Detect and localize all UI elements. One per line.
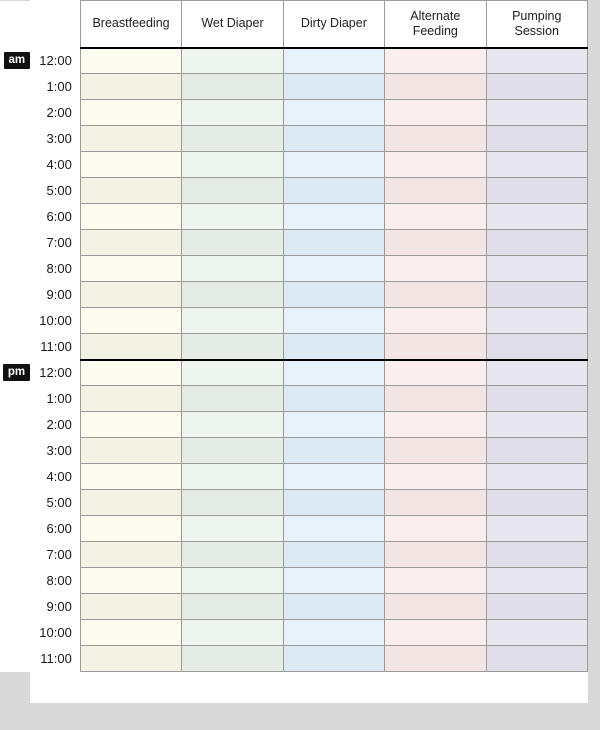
table-row xyxy=(0,48,588,74)
time-label: 1:00 xyxy=(30,74,80,100)
entry-cell-wet-diaper[interactable] xyxy=(182,542,283,568)
entry-cell-alternate-feeding[interactable] xyxy=(385,438,486,464)
corner-time xyxy=(30,1,80,48)
table-row xyxy=(0,152,588,178)
entry-cell-dirty-diaper[interactable] xyxy=(283,48,384,74)
time-label: 3:00 xyxy=(30,126,80,152)
time-label: 12:00 xyxy=(30,48,80,74)
entry-cell-breastfeeding[interactable] xyxy=(80,256,181,282)
meridiem-cell xyxy=(0,360,30,386)
entry-cell-breastfeeding[interactable] xyxy=(80,204,181,230)
time-label: 12:00 xyxy=(30,360,80,386)
entry-cell-pumping-session[interactable] xyxy=(486,412,587,438)
table-row xyxy=(0,100,588,126)
entry-cell-breastfeeding[interactable] xyxy=(80,438,181,464)
entry-cell-breastfeeding[interactable] xyxy=(80,126,181,152)
meridiem-cell xyxy=(0,204,30,230)
meridiem-badge: pm xyxy=(3,364,30,381)
meridiem-cell xyxy=(0,48,30,74)
entry-cell-dirty-diaper[interactable] xyxy=(283,438,384,464)
time-label: 5:00 xyxy=(30,490,80,516)
column-header-pumping-session: Pumping Session xyxy=(486,1,587,48)
entry-cell-pumping-session[interactable] xyxy=(486,152,587,178)
entry-cell-dirty-diaper[interactable] xyxy=(283,412,384,438)
entry-cell-alternate-feeding[interactable] xyxy=(385,308,486,334)
entry-cell-alternate-feeding[interactable] xyxy=(385,204,486,230)
entry-cell-wet-diaper[interactable] xyxy=(182,438,283,464)
entry-cell-dirty-diaper[interactable] xyxy=(283,360,384,386)
entry-cell-breastfeeding[interactable] xyxy=(80,542,181,568)
entry-cell-breastfeeding[interactable] xyxy=(80,48,181,74)
entry-cell-breastfeeding[interactable] xyxy=(80,620,181,646)
entry-cell-dirty-diaper[interactable] xyxy=(283,282,384,308)
time-label: 7:00 xyxy=(30,230,80,256)
corner-meridiem xyxy=(0,1,30,48)
meridiem-cell xyxy=(0,646,30,672)
time-label: 3:00 xyxy=(30,438,80,464)
entry-cell-dirty-diaper[interactable] xyxy=(283,620,384,646)
entry-cell-wet-diaper[interactable] xyxy=(182,620,283,646)
entry-cell-dirty-diaper[interactable] xyxy=(283,490,384,516)
entry-cell-alternate-feeding[interactable] xyxy=(385,464,486,490)
table-row xyxy=(0,256,588,282)
entry-cell-breastfeeding[interactable] xyxy=(80,152,181,178)
entry-cell-alternate-feeding[interactable] xyxy=(385,620,486,646)
meridiem-cell xyxy=(0,74,30,100)
entry-cell-wet-diaper[interactable] xyxy=(182,516,283,542)
entry-cell-breastfeeding[interactable] xyxy=(80,594,181,620)
entry-cell-alternate-feeding[interactable] xyxy=(385,646,486,672)
entry-cell-pumping-session[interactable] xyxy=(486,230,587,256)
meridiem-cell xyxy=(0,334,30,360)
entry-cell-wet-diaper[interactable] xyxy=(182,178,283,204)
entry-cell-pumping-session[interactable] xyxy=(486,48,587,74)
entry-cell-dirty-diaper[interactable] xyxy=(283,542,384,568)
time-label: 4:00 xyxy=(30,152,80,178)
meridiem-cell xyxy=(0,282,30,308)
entry-cell-pumping-session[interactable] xyxy=(486,464,587,490)
table-row xyxy=(0,464,588,490)
table-row xyxy=(0,646,588,672)
table-row xyxy=(0,438,588,464)
table-row xyxy=(0,516,588,542)
table-row xyxy=(0,204,588,230)
entry-cell-breastfeeding[interactable] xyxy=(80,230,181,256)
entry-cell-pumping-session[interactable] xyxy=(486,542,587,568)
entry-cell-breastfeeding[interactable] xyxy=(80,464,181,490)
entry-cell-alternate-feeding[interactable] xyxy=(385,178,486,204)
entry-cell-alternate-feeding[interactable] xyxy=(385,334,486,360)
entry-cell-dirty-diaper[interactable] xyxy=(283,646,384,672)
entry-cell-dirty-diaper[interactable] xyxy=(283,230,384,256)
entry-cell-breastfeeding[interactable] xyxy=(80,490,181,516)
meridiem-cell xyxy=(0,308,30,334)
entry-cell-dirty-diaper[interactable] xyxy=(283,100,384,126)
meridiem-cell xyxy=(0,594,30,620)
column-header-wet-diaper: Wet Diaper xyxy=(182,1,283,48)
table-row xyxy=(0,412,588,438)
entry-cell-breastfeeding[interactable] xyxy=(80,516,181,542)
entry-cell-alternate-feeding[interactable] xyxy=(385,256,486,282)
entry-cell-wet-diaper[interactable] xyxy=(182,594,283,620)
entry-cell-wet-diaper[interactable] xyxy=(182,152,283,178)
table-row xyxy=(0,74,588,100)
time-label: 10:00 xyxy=(30,620,80,646)
time-label: 2:00 xyxy=(30,100,80,126)
entry-cell-pumping-session[interactable] xyxy=(486,178,587,204)
entry-cell-pumping-session[interactable] xyxy=(486,334,587,360)
entry-cell-alternate-feeding[interactable] xyxy=(385,568,486,594)
meridiem-cell xyxy=(0,464,30,490)
entry-cell-dirty-diaper[interactable] xyxy=(283,464,384,490)
entry-cell-breastfeeding[interactable] xyxy=(80,646,181,672)
meridiem-cell xyxy=(0,178,30,204)
meridiem-cell xyxy=(0,620,30,646)
meridiem-cell xyxy=(0,256,30,282)
column-header-breastfeeding: Breastfeeding xyxy=(80,1,181,48)
entry-cell-dirty-diaper[interactable] xyxy=(283,152,384,178)
meridiem-cell xyxy=(0,386,30,412)
meridiem-badge: am xyxy=(4,52,31,69)
table-row xyxy=(0,594,588,620)
entry-cell-pumping-session[interactable] xyxy=(486,516,587,542)
entry-cell-alternate-feeding[interactable] xyxy=(385,386,486,412)
entry-cell-dirty-diaper[interactable] xyxy=(283,178,384,204)
entry-cell-alternate-feeding[interactable] xyxy=(385,74,486,100)
entry-cell-pumping-session[interactable] xyxy=(486,74,587,100)
entry-cell-dirty-diaper[interactable] xyxy=(283,308,384,334)
entry-cell-wet-diaper[interactable] xyxy=(182,126,283,152)
entry-cell-dirty-diaper[interactable] xyxy=(283,516,384,542)
entry-cell-wet-diaper[interactable] xyxy=(182,74,283,100)
table-row xyxy=(0,568,588,594)
meridiem-cell xyxy=(0,568,30,594)
table-row xyxy=(0,542,588,568)
time-label: 1:00 xyxy=(30,386,80,412)
meridiem-cell xyxy=(0,490,30,516)
entry-cell-alternate-feeding[interactable] xyxy=(385,542,486,568)
time-label: 8:00 xyxy=(30,568,80,594)
time-label: 7:00 xyxy=(30,542,80,568)
entry-cell-wet-diaper[interactable] xyxy=(182,646,283,672)
entry-cell-wet-diaper[interactable] xyxy=(182,204,283,230)
entry-cell-pumping-session[interactable] xyxy=(486,386,587,412)
entry-cell-alternate-feeding[interactable] xyxy=(385,100,486,126)
entry-cell-wet-diaper[interactable] xyxy=(182,360,283,386)
column-header-alternate-feeding: Alternate Feeding xyxy=(385,1,486,48)
meridiem-cell xyxy=(0,516,30,542)
entry-cell-wet-diaper[interactable] xyxy=(182,282,283,308)
entry-cell-dirty-diaper[interactable] xyxy=(283,204,384,230)
entry-cell-breastfeeding[interactable] xyxy=(80,568,181,594)
meridiem-cell xyxy=(0,100,30,126)
entry-cell-pumping-session[interactable] xyxy=(486,438,587,464)
entry-cell-dirty-diaper[interactable] xyxy=(283,568,384,594)
table-row xyxy=(0,360,588,386)
column-header-dirty-diaper: Dirty Diaper xyxy=(283,1,384,48)
time-label: 9:00 xyxy=(30,282,80,308)
entry-cell-dirty-diaper[interactable] xyxy=(283,74,384,100)
entry-cell-pumping-session[interactable] xyxy=(486,568,587,594)
entry-cell-wet-diaper[interactable] xyxy=(182,256,283,282)
time-label: 6:00 xyxy=(30,516,80,542)
entry-cell-alternate-feeding[interactable] xyxy=(385,48,486,74)
entry-cell-pumping-session[interactable] xyxy=(486,308,587,334)
entry-cell-pumping-session[interactable] xyxy=(486,646,587,672)
entry-cell-alternate-feeding[interactable] xyxy=(385,282,486,308)
table-row xyxy=(0,334,588,360)
entry-cell-dirty-diaper[interactable] xyxy=(283,256,384,282)
meridiem-cell xyxy=(0,152,30,178)
entry-cell-alternate-feeding[interactable] xyxy=(385,152,486,178)
entry-cell-breastfeeding[interactable] xyxy=(80,334,181,360)
time-label: 9:00 xyxy=(30,594,80,620)
entry-cell-alternate-feeding[interactable] xyxy=(385,126,486,152)
entry-cell-pumping-session[interactable] xyxy=(486,100,587,126)
entry-cell-wet-diaper[interactable] xyxy=(182,412,283,438)
time-label: 5:00 xyxy=(30,178,80,204)
entry-cell-wet-diaper[interactable] xyxy=(182,230,283,256)
bottom-gutter xyxy=(0,703,600,730)
meridiem-cell xyxy=(0,412,30,438)
entry-cell-alternate-feeding[interactable] xyxy=(385,490,486,516)
time-label: 10:00 xyxy=(30,308,80,334)
table-row xyxy=(0,230,588,256)
entry-cell-alternate-feeding[interactable] xyxy=(385,516,486,542)
table-header xyxy=(0,1,588,48)
meridiem-cell xyxy=(0,230,30,256)
entry-cell-pumping-session[interactable] xyxy=(486,620,587,646)
entry-cell-pumping-session[interactable] xyxy=(486,282,587,308)
table-row xyxy=(0,126,588,152)
entry-cell-pumping-session[interactable] xyxy=(486,594,587,620)
entry-cell-wet-diaper[interactable] xyxy=(182,100,283,126)
entry-cell-wet-diaper[interactable] xyxy=(182,464,283,490)
time-label: 11:00 xyxy=(30,646,80,672)
entry-cell-alternate-feeding[interactable] xyxy=(385,412,486,438)
meridiem-cell xyxy=(0,126,30,152)
entry-cell-wet-diaper[interactable] xyxy=(182,386,283,412)
entry-cell-alternate-feeding[interactable] xyxy=(385,230,486,256)
entry-cell-wet-diaper[interactable] xyxy=(182,48,283,74)
entry-cell-dirty-diaper[interactable] xyxy=(283,386,384,412)
table-row xyxy=(0,308,588,334)
time-label: 2:00 xyxy=(30,412,80,438)
table-body xyxy=(0,48,588,672)
entry-cell-alternate-feeding[interactable] xyxy=(385,360,486,386)
entry-cell-alternate-feeding[interactable] xyxy=(385,594,486,620)
right-gutter xyxy=(588,0,600,730)
entry-cell-dirty-diaper[interactable] xyxy=(283,334,384,360)
entry-cell-breastfeeding[interactable] xyxy=(80,178,181,204)
entry-cell-dirty-diaper[interactable] xyxy=(283,594,384,620)
time-label: 8:00 xyxy=(30,256,80,282)
entry-cell-breastfeeding[interactable] xyxy=(80,360,181,386)
time-label: 6:00 xyxy=(30,204,80,230)
table-row xyxy=(0,282,588,308)
entry-cell-breastfeeding[interactable] xyxy=(80,100,181,126)
table-row xyxy=(0,386,588,412)
entry-cell-pumping-session[interactable] xyxy=(486,204,587,230)
table-row xyxy=(0,620,588,646)
entry-cell-pumping-session[interactable] xyxy=(486,256,587,282)
time-label: 11:00 xyxy=(30,334,80,360)
entry-cell-breastfeeding[interactable] xyxy=(80,74,181,100)
entry-cell-breastfeeding[interactable] xyxy=(80,308,181,334)
table-row xyxy=(0,178,588,204)
entry-cell-pumping-session[interactable] xyxy=(486,126,587,152)
entry-cell-pumping-session[interactable] xyxy=(486,360,587,386)
meridiem-cell xyxy=(0,542,30,568)
table-row xyxy=(0,490,588,516)
entry-cell-dirty-diaper[interactable] xyxy=(283,126,384,152)
entry-cell-breastfeeding[interactable] xyxy=(80,412,181,438)
time-label: 4:00 xyxy=(30,464,80,490)
entry-cell-wet-diaper[interactable] xyxy=(182,334,283,360)
entry-cell-wet-diaper[interactable] xyxy=(182,490,283,516)
entry-cell-wet-diaper[interactable] xyxy=(182,568,283,594)
meridiem-cell xyxy=(0,438,30,464)
entry-cell-breastfeeding[interactable] xyxy=(80,282,181,308)
entry-cell-pumping-session[interactable] xyxy=(486,490,587,516)
entry-cell-breastfeeding[interactable] xyxy=(80,386,181,412)
header-row xyxy=(0,1,588,48)
entry-cell-wet-diaper[interactable] xyxy=(182,308,283,334)
